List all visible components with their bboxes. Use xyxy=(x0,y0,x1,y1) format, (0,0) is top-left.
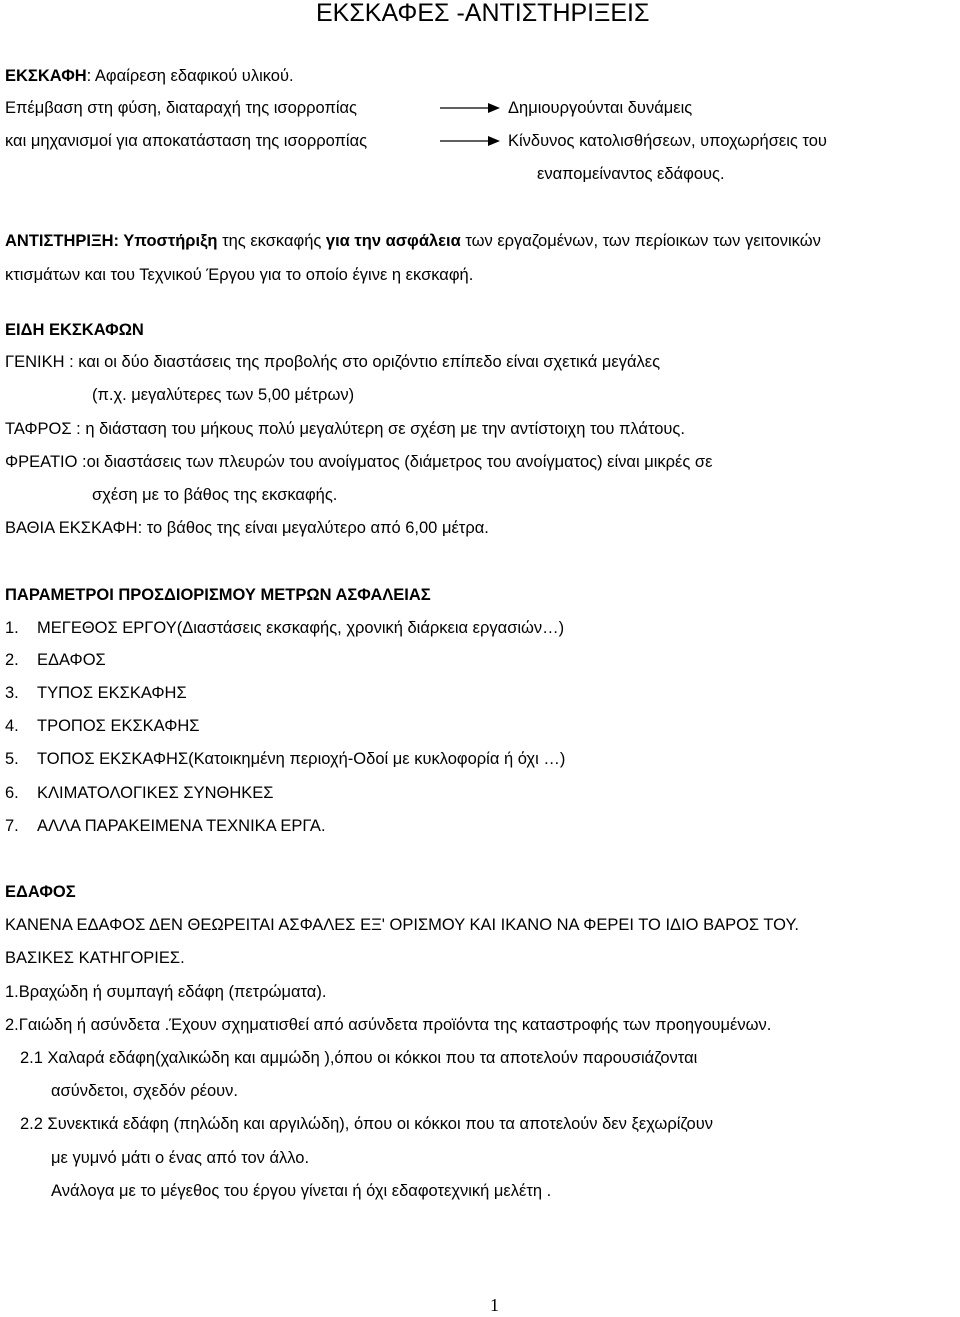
soil-category-2: 2.Γαιώδη ή ασύνδετα .Έχουν σχηματισθεί από ασύνδετα προϊόντα της καταστροφής των προηγουμένων. xyxy=(5,1016,772,1034)
list-item-text: ΑΛΛΑ ΠΑΡΑΚΕΙΜΕΝΑ ΤΕΧΝΙΚΑ ΕΡΓΑ. xyxy=(37,817,326,835)
list-item-text: ΤΟΠΟΣ ΕΚΣΚΑΦΗΣ(Κατοικημένη περιοχή-Οδοί με κυκλοφορία ή όχι …) xyxy=(37,750,566,768)
type-general: ΓΕΝΙΚΗ : και οι δύο διαστάσεις της προβολής στο οριζόντιο επίπεδο είναι σχετικά μεγάλες xyxy=(5,353,661,371)
list-number: 5. xyxy=(5,750,19,768)
soil-category-2-2-cont: με γυμνό μάτι ο ένας από τον άλλο. xyxy=(51,1149,310,1167)
type-trench: ΤΑΦΡΟΣ : η διάσταση του μήκους πολύ μεγαλύτερη σε σχέση με την αντίστοιχη του πλάτους. xyxy=(5,420,685,438)
right-arrow-icon xyxy=(440,135,500,147)
soil-category-2-1: 2.1 Χαλαρά εδάφη(χαλικώδη και αμμώδη ),όπου οι κόκκοι που τα αποτελούν παρουσιάζονται xyxy=(20,1049,698,1067)
support-mid: της εκσκαφής xyxy=(217,232,326,250)
list-item xyxy=(5,816,19,836)
params-heading: ΠΑΡΑΜΕΤΡΟΙ ΠΡΟΣΔΙΟΡΙΣΜΟΥ ΜΕΤΡΩΝ ΑΣΦΑΛΕΙΑΣ xyxy=(5,586,431,604)
types-heading: ΕΙΔΗ ΕΚΣΚΑΦΩΝ xyxy=(5,321,144,339)
type-shaft: ΦΡΕΑΤΙΟ :οι διαστάσεις των πλευρών του ανοίγματος (διάμετρος του ανοίγματος) είναι μικρές σε xyxy=(5,453,713,471)
list-item-text: ΤΡΟΠΟΣ ΕΚΣΚΑΦΗΣ xyxy=(37,717,200,735)
soil-category-2-1-cont: ασύνδετοι, σχεδόν ρέουν. xyxy=(51,1082,239,1100)
intro-right-1: Δημιουργούνται δυνάμεις xyxy=(508,99,693,117)
soil-statement: ΚΑΝΕΝΑ ΕΔΑΦΟΣ ΔΕΝ ΘΕΩΡΕΙΤΑΙ ΑΣΦΑΛΕΣ ΕΞ' ΟΡΙΣΜΟΥ ΚΑΙ ΙΚΑΝΟ ΝΑ ΦΕΡΕΙ ΤΟ ΙΔΙΟ ΒΑΡΟΣ ΤΟΥ. xyxy=(5,916,799,934)
type-deep: ΒΑΘΙΑ ΕΚΣΚΑΦΗ: το βάθος της είναι μεγαλύτερο από 6,00 μέτρα. xyxy=(5,519,489,537)
list-item xyxy=(5,783,19,803)
list-number: 1. xyxy=(5,619,19,637)
list-number: 3. xyxy=(5,684,19,702)
list-item-text: ΕΔΑΦΟΣ xyxy=(37,651,106,669)
list-number: 7. xyxy=(5,817,19,835)
intro-right-2b: εναπομείναντος εδάφους. xyxy=(537,165,725,183)
soil-category-2-2: 2.2 Συνεκτικά εδάφη (πηλώδη και αργιλώδη), όπου οι κόκκοι που τα αποτελούν δεν ξεχωρίζουν xyxy=(20,1115,713,1133)
list-item xyxy=(5,618,19,638)
excavation-text: : Αφαίρεση εδαφικού υλικού. xyxy=(86,67,294,85)
intro-left-2: και μηχανισμοί για αποκατάσταση της ισορροπίας xyxy=(5,132,368,150)
list-item-text: ΚΛΙΜΑΤΟΛΟΓΙΚΕΣ ΣΥΝΘΗΚΕΣ xyxy=(37,784,274,802)
list-item xyxy=(5,716,19,736)
right-arrow-icon xyxy=(440,102,500,114)
soil-category-1: 1.Βραχώδη ή συμπαγή εδάφη (πετρώματα). xyxy=(5,983,327,1001)
excavation-definition xyxy=(5,66,294,86)
page-title: ΕΚΣΚΑΦΕΣ -ΑΝΤΙΣΤΗΡΙΞΕΙΣ xyxy=(316,0,650,27)
support-rest: των εργαζομένων, των περίοικων των γειτονικών xyxy=(460,232,821,250)
list-item-text: ΤΥΠΟΣ ΕΚΣΚΑΦΗΣ xyxy=(37,684,187,702)
list-item xyxy=(5,650,19,670)
support-bold: : Υποστήριξη xyxy=(113,232,218,250)
list-item-text: ΜΕΓΕΘΟΣ ΕΡΓΟΥ(Διαστάσεις εκσκαφής, χρονική διάρκεια εργασιών…) xyxy=(37,619,565,637)
support-line-2: κτισμάτων και του Τεχνικού Έργου για το οποίο έγινε η εκσκαφή. xyxy=(5,266,474,284)
list-item xyxy=(5,749,19,769)
list-number: 4. xyxy=(5,717,19,735)
type-general-example: (π.χ. μεγαλύτερες των 5,00 μέτρων) xyxy=(92,386,355,404)
page-number: 1 xyxy=(490,1295,499,1315)
list-number: 2. xyxy=(5,651,19,669)
support-label: ΑΝΤΙΣΤΗΡΙΞΗ xyxy=(5,232,114,250)
intro-left-1: Επέμβαση στη φύση, διαταραχή της ισορροπίας xyxy=(5,99,358,117)
soil-heading: ΕΔΑΦΟΣ xyxy=(5,883,76,901)
support-definition xyxy=(5,231,821,251)
soil-study-note: Ανάλογα με το μέγεθος του έργου γίνεται ή όχι εδαφοτεχνική μελέτη . xyxy=(51,1182,552,1200)
type-shaft-cont: σχέση με το βάθος της εκσκαφής. xyxy=(92,486,338,504)
intro-right-2: Κίνδυνος κατολισθήσεων, υποχωρήσεις του xyxy=(508,132,827,150)
soil-categories: ΒΑΣΙΚΕΣ ΚΑΤΗΓΟΡΙΕΣ. xyxy=(5,949,185,967)
list-number: 6. xyxy=(5,784,19,802)
support-safety: για την ασφάλεια xyxy=(325,232,461,250)
list-item xyxy=(5,683,19,703)
excavation-label: ΕΚΣΚΑΦΗ xyxy=(5,67,87,85)
